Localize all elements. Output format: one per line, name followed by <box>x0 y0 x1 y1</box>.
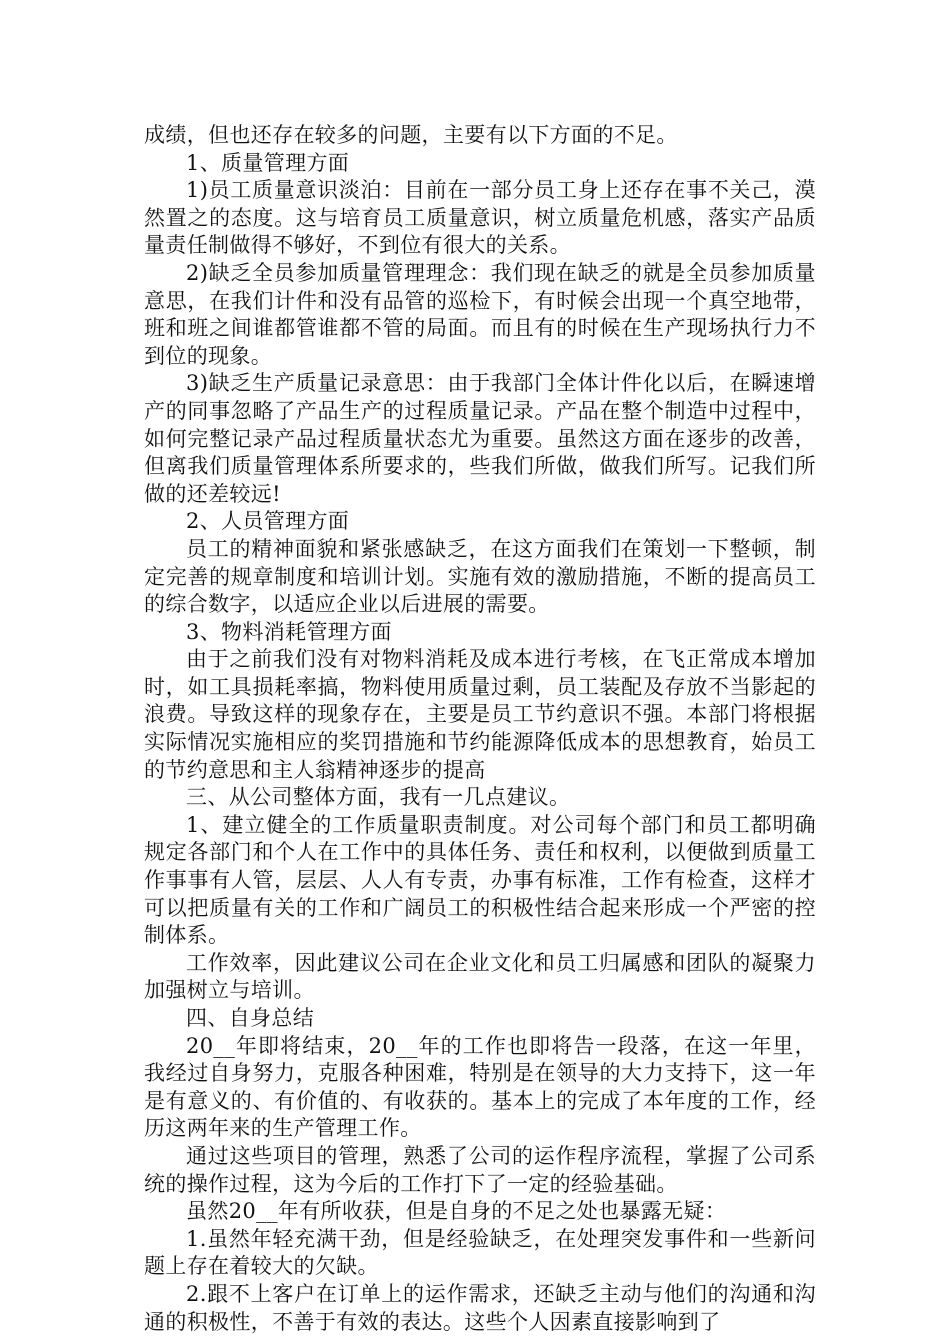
paragraph: 员工的精神面貌和紧张感缺乏，在这方面我们在策划一下整顿，制定完善的规章制度和培训计划。实施有效的激励措施，不断的提高员工的综合数字，以适应企业以后进展的需要。 <box>144 536 816 617</box>
section-heading: 四、自身总结 <box>186 1006 315 1030</box>
paragraph: 20__年即将结束，20__年的工作也即将告一段落，在这一年里，我经过自身努力，克服各种困难，特别是在领导的大力支持下，这一年是有意义的、有价值的、有收获的。基本上的完成了本年度的工作，经历这两年来的生产管理工作。 <box>144 1033 816 1141</box>
paragraph: 虽然20__年有所收获，但是自身的不足之处也暴露无疑： <box>186 1199 727 1224</box>
paragraph: 1)员工质量意识淡泊：目前在一部分员工身上还存在事不关己，漠然置之的态度。这与培育员工质量意识，树立质量危机感，落实产品质量责任制做得不够好，不到位有很大的关系。 <box>144 178 816 258</box>
paragraph: 3)缺乏生产质量记录意思：由于我部门全体计件化以后，在瞬速增产的同事忽略了产品生产的过程质量记录。产品在整个制造中过程中，如何完整记录产品过程质量状态尤为重要。虽然这方面在逐步的改善，但离我们质量管理体系所要求的，些我们所做，做我们所写。记我们所做的还差较远! <box>144 371 816 506</box>
list-item: 2.跟不上客户在订单上的运作需求，还缺乏主动与他们的沟通和沟通的积极性，不善于有效的表达。这些个人因素直接影响到了 <box>144 1281 816 1334</box>
section-heading: 3、物料消耗管理方面 <box>186 619 392 644</box>
section-heading: 2、人员管理方面 <box>186 509 350 534</box>
section-heading: 1、质量管理方面 <box>186 150 350 175</box>
section-heading: 三、从公司整体方面，我有一几点建议。 <box>186 785 571 810</box>
document-body <box>144 122 816 1336</box>
list-item: 1.虽然年轻充满干劲，但是经验缺乏，在处理突发事件和一些新问题上存在着较大的欠缺。 <box>144 1226 816 1279</box>
paragraph: 2)缺乏全员参加质量管理理念：我们现在缺乏的就是全员参加质量意思，在我们计件和没有品管的巡检下，有时候会出现一个真空地带，班和班之间谁都管谁都不管的局面。而且有的时候在生产现场执行力不到位的现象。 <box>144 260 816 368</box>
paragraph: 通过这些项目的管理，熟悉了公司的运作程序流程，掌握了公司系统的操作过程，这为今后的工作打下了一定的经验基础。 <box>144 1143 816 1196</box>
paragraph: 工作效率，因此建议公司在企业文化和员工归属感和团队的凝聚力加强树立与培训。 <box>144 950 816 1003</box>
paragraph: 由于之前我们没有对物料消耗及成本进行考核，在飞正常成本增加时，如工具损耗率搞，物料使用质量过剩，员工装配及存放不当影起的浪费。导致这样的现象存在，主要是员工节约意识不强。本部门将根据实际情况实施相应的奖罚措施和节约能源降低成本的思想教育，始员工的节约意思和主人翁精神逐步的提高 <box>144 647 816 782</box>
paragraph: 成绩，但也还存在较多的问题，主要有以下方面的不足。 <box>144 123 678 147</box>
paragraph: 1、建立健全的工作质量职责制度。对公司每个部门和员工都明确规定各部门和个人在工作中的具体任务、责任和权利，以便做到质量工作事事有人管，层层、人人有专责，办事有标准，工作有检查，这样才可以把质量有关的工作和广阔员工的积极性结合起来形成一个严密的控制体系。 <box>144 812 816 948</box>
